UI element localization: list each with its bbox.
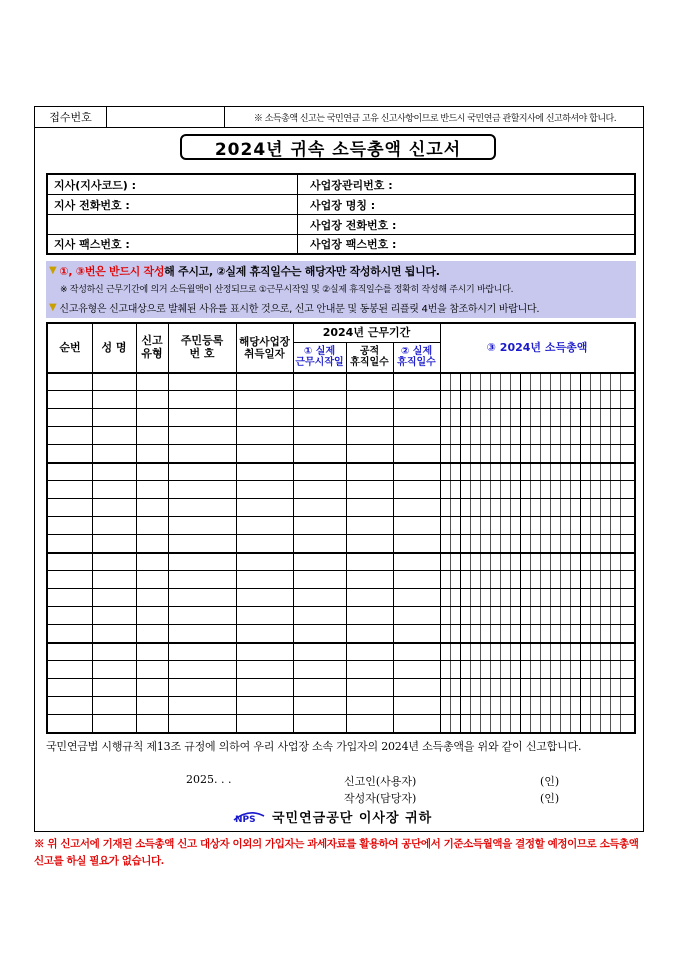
receipt-number-label: 접수번호 <box>35 107 107 127</box>
table-row-divider <box>48 696 634 697</box>
column-divider <box>440 324 441 732</box>
col-header-name: 성 명 <box>101 340 127 354</box>
bottom-notice: ※ 위 신고서에 기재된 소득총액 신고 대상자 이외의 가입자는 과세자료를 활용하여 공단에서 기준소득월액을 결정할 예정이므로 소득총액 신고를 하실 필요가 없습니다. <box>34 838 639 867</box>
col-header-official-leave: 공적 휴직일수 <box>350 345 389 368</box>
table-row-divider <box>48 426 634 427</box>
column-divider <box>346 342 347 732</box>
table-row-divider <box>48 444 634 445</box>
workplace-phone-field[interactable]: 사업장 전화번호 : <box>310 218 397 232</box>
required-notice: ①, ③번은 반드시 작성 <box>59 264 165 278</box>
instruction-band <box>46 261 636 318</box>
form-title: 2024년 귀속 소득총액 신고서 <box>180 134 496 160</box>
column-divider <box>293 324 294 732</box>
col-header-work-period: 2024년 근무기간 <box>322 325 411 339</box>
col-header-rrn: 주민등록 번 호 <box>180 334 224 360</box>
nps-logo <box>232 806 266 824</box>
branch-fax-field[interactable]: 지사 팩스번호 : <box>48 235 298 253</box>
table-row-divider <box>48 390 634 391</box>
table-row-divider <box>48 534 634 535</box>
col-header-actual-leave: ② 실제 휴직일수 <box>397 345 436 368</box>
table-row-divider <box>48 552 634 554</box>
table-row-divider <box>48 588 634 589</box>
instruction-line-1: 해 주시고, ②실제 휴직일수는 해당자만 작성하시면 됩니다. <box>164 264 440 278</box>
table-row-divider <box>48 678 634 679</box>
income-report-table <box>46 322 636 734</box>
preparer-seal[interactable]: (인) <box>540 792 560 805</box>
preparer-label: 작성자(담당자) <box>344 792 417 805</box>
top-notice: ※ 소득총액 신고는 국민연금 고유 신고사항이므로 반드시 국민연금 관할지사에 신고하셔야 합니다. <box>253 113 617 124</box>
check-mark-icon: ▼ <box>49 302 57 313</box>
header-divider <box>48 372 634 374</box>
table-row-divider <box>48 642 634 644</box>
table-row-divider <box>48 498 634 499</box>
col-header-start-date: ① 실제 근무시작일 <box>295 345 344 368</box>
receipt-number-field[interactable] <box>107 107 225 127</box>
branch-code-field[interactable]: 지사(지사코드) : <box>48 175 298 194</box>
instruction-line-3: 신고유형은 신고대상으로 발췌된 사유를 표시한 것으로, 신고 안내문 및 동봉된 리플릿 4번을 참조하시기 바랍니다. <box>59 304 540 315</box>
table-row-divider <box>48 570 634 571</box>
declaration-text: 국민연금법 시행규칙 제13조 규정에 의하여 우리 사업장 소속 가입자의 2024년 소득총액을 위와 같이 신고합니다. <box>46 740 582 753</box>
table-row-divider <box>48 408 634 409</box>
check-mark-icon: ▼ <box>49 265 57 276</box>
column-divider <box>92 324 93 732</box>
table-row-divider <box>48 462 634 464</box>
column-divider <box>168 324 169 732</box>
col-header-seq: 순번 <box>59 340 81 354</box>
report-date[interactable]: 2025. . . <box>186 773 232 786</box>
col-header-type: 신고 유형 <box>141 334 163 360</box>
column-divider <box>136 324 137 732</box>
column-divider <box>236 324 237 732</box>
col-header-acquisition-date: 해당사업장 취득일자 <box>239 335 290 360</box>
branch-phone-field[interactable]: 지사 전화번호 : <box>48 195 298 214</box>
receipt-strip <box>34 106 644 128</box>
instruction-line-2: ※ 작성하신 근무기간에 의거 소득월액이 산정되므로 ①근무시작일 및 ②실제 휴직일수를 정확히 작성해 주시기 바랍니다. <box>60 285 514 295</box>
table-row-divider <box>48 624 634 625</box>
table-row-divider <box>48 606 634 607</box>
table-row-divider <box>48 480 634 481</box>
col-header-total-income: ③ 2024년 소득총액 <box>486 340 588 354</box>
blank-cell <box>48 215 298 234</box>
reporter-label: 신고인(사용자) <box>344 775 417 788</box>
workplace-mgmt-no-field[interactable]: 사업장관리번호 : <box>310 178 393 192</box>
branch-info-table <box>46 173 636 255</box>
table-row-divider <box>48 714 634 715</box>
nps-logo-text: NPS <box>235 815 256 824</box>
workplace-name-field[interactable]: 사업장 명칭 : <box>310 198 376 212</box>
workplace-fax-field[interactable]: 사업장 팩스번호 : <box>310 238 397 251</box>
table-row-divider <box>48 660 634 661</box>
column-divider <box>393 342 394 732</box>
addressee: 국민연금공단 이사장 귀하 <box>272 811 433 826</box>
table-row-divider <box>48 516 634 517</box>
reporter-seal[interactable]: (인) <box>540 775 560 788</box>
